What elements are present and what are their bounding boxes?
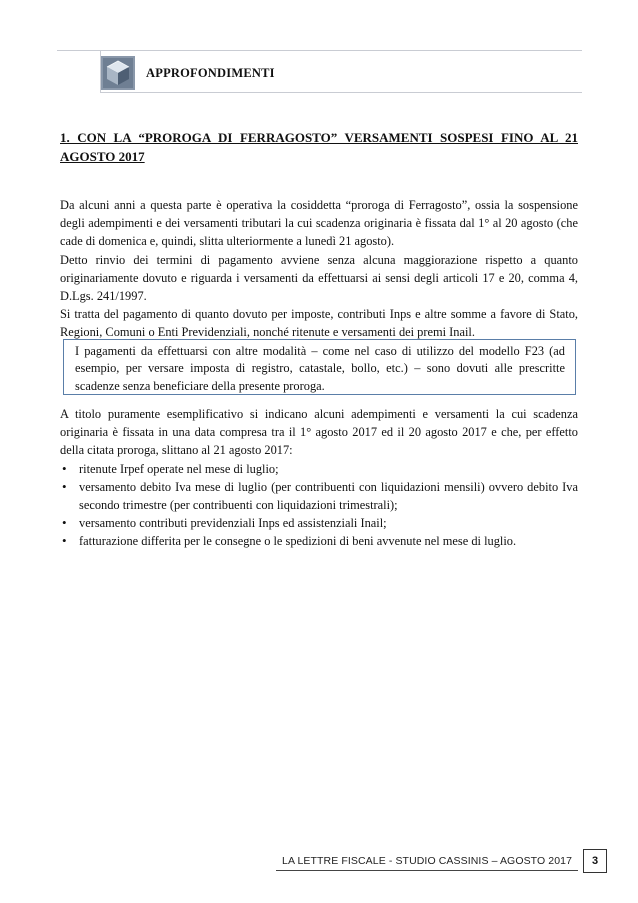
section-label: APPROFONDIMENTI	[146, 66, 275, 80]
examples-text	[60, 405, 578, 551]
article-heading: 1. CON LA “PROROGA DI FERRAGOSTO” VERSAMENTI SOSPESI FINO AL 21 AGOSTO 2017	[60, 130, 578, 164]
footer-rule	[276, 870, 578, 871]
header-rule-bottom	[100, 92, 582, 93]
note-box: I pagamenti da effettuarsi con altre modalità – come nel caso di utilizzo del modello F23 (ad esempio, per versare imposta di registro, catastale, bollo, etc.) – sono dovuti alle prescritte scadenze senza beneficiare della presente proroga.	[63, 339, 576, 395]
cube-logo-icon	[101, 56, 135, 90]
page-number: 3	[583, 849, 607, 873]
intro-text	[60, 196, 578, 342]
paragraph-esempi: A titolo puramente esemplificativo si indicano alcuni adempimenti e versamenti la cui scadenza originaria è fissata in una data compresa tra il 1° agosto 2017 ed il 20 agosto 2017 e che, per effetto della citata proroga, slittano al 21 agosto 2017:	[60, 407, 578, 458]
header-rule-top	[57, 50, 582, 51]
paragraph-rinvio: Detto rinvio dei termini di pagamento avviene senza alcuna maggiorazione rispetto a quanto originariamente dovuto e riguarda i versamenti da effettuarsi ai sensi degli articoli 17 e 20, comma 4, D.Lgs. 241/1997.	[60, 252, 578, 304]
list-item: • fatturazione differita per le consegne o le spedizioni di beni avvenute nel mese di luglio.	[60, 532, 578, 550]
list-item: • versamento debito Iva mese di luglio (per contribuenti con liquidazioni mensili) ovvero debito Iva secondo trimestre (per contribuenti con liquidazioni trimestrali);	[60, 478, 578, 514]
footer-caption: LA LETTRE FISCALE - STUDIO CASSINIS – AGOSTO 2017	[282, 855, 573, 867]
list-item: • ritenute Irpef operate nel mese di luglio;	[60, 460, 578, 478]
paragraph-pagamento: Si tratta del pagamento di quanto dovuto per imposte, contributi Inps e altre somme a favore di Stato, Regioni, Comuni o Enti Previdenziali, nonché ritenute e versamenti dei premi Inail.	[60, 307, 578, 340]
examples-list	[60, 460, 578, 551]
list-item: • versamento contributi previdenziali Inps ed assistenziali Inail;	[60, 514, 578, 532]
paragraph-proroga: Da alcuni anni a questa parte è operativa la cosiddetta “proroga di Ferragosto”, ossia la sospensione degli adempimenti e dei versamenti tributari la cui scadenza originaria è fissata dal 1° al 20 agosto (che cade di domenica e, quindi, slitta ulteriormente a lunedì 21 agosto).	[60, 198, 578, 249]
